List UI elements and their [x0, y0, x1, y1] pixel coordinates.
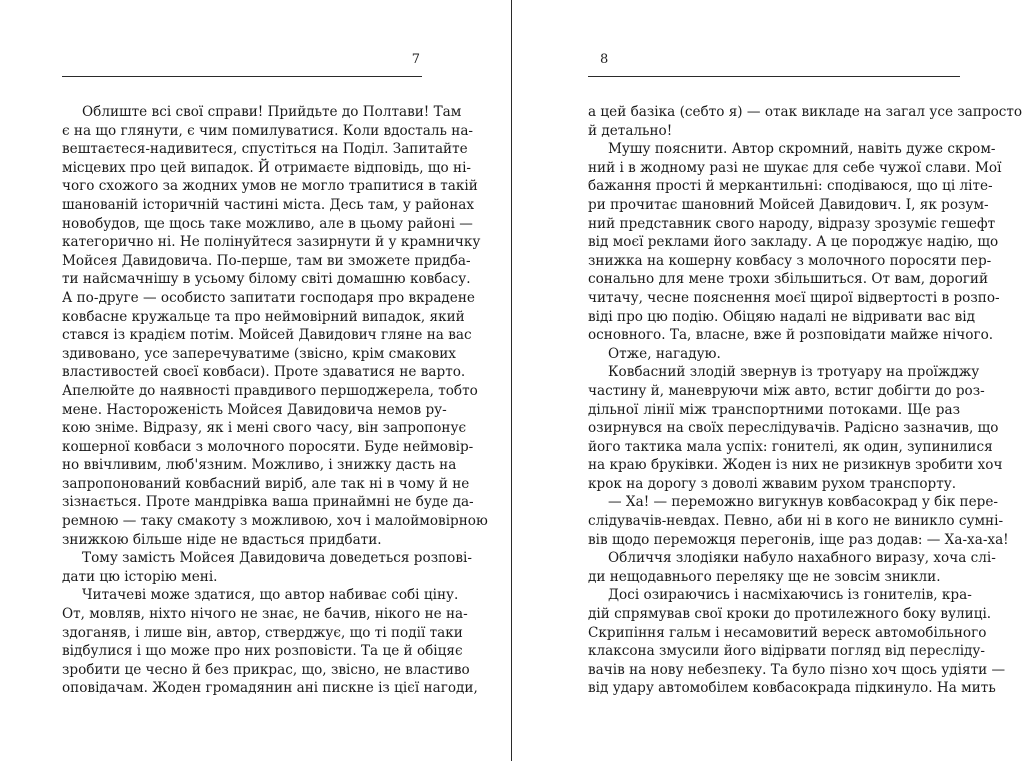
text-line: клаксона змусили його відірвати погляд від пересліду-: [588, 643, 986, 660]
text-line: вештаєтеся-надивитеся, спустіться на Поділ. Запитайте: [62, 141, 468, 158]
right-page: [588, 0, 1023, 761]
text-line: вачів на нову небезпеку. Та було пізно хоч щось удіяти —: [588, 661, 1006, 678]
text-line: кою зніме. Відразу, як і мені свого часу, він запропонує: [62, 420, 467, 437]
text-line: Читачеві може здатися, що автор набиває собі ціну.: [82, 587, 459, 604]
header-rule: [62, 76, 422, 77]
text-line: шанованій історичній частині міста. Десь там, у районах: [62, 196, 475, 213]
text-line: дати цю історію мені.: [62, 568, 218, 585]
text-line: читачу, чесне пояснення моєї щирої відвертості в розпо-: [588, 289, 1000, 306]
text-line: категорично ні. Не полінуйтеся зазирнути й у крамничку: [62, 234, 481, 251]
text-line: стався із крадієм потім. Мойсей Давидович гляне на вас: [62, 327, 472, 344]
text-line: оповідачам. Жоден громадянин ані пискне із цієї нагоди,: [62, 680, 478, 697]
text-line: ти найсмачнішу в усьому білому світі домашню ковбасу.: [62, 271, 471, 288]
body-text: [62, 103, 488, 698]
text-line: відбулися і що може про них розповісти. Та це й обіцяє: [62, 643, 463, 660]
text-line: зробити це чесно й без прикрас, що, звісно, не властиво: [62, 661, 470, 678]
text-line: А по-друге — особисто запитати господаря про вкрадене: [62, 289, 475, 306]
text-line: Обличчя злодіяки набуло нахабного виразу, хоча слі-: [608, 550, 996, 567]
text-line: ний представник свого народу, відразу зрозуміє гешефт: [588, 215, 996, 232]
text-line: знижкою більше ніде не вдасться придбати.: [62, 531, 382, 548]
text-line: Облиште всі свої справи! Прийдьте до Полтави! Там: [82, 104, 462, 120]
text-line: основного. Та, власне, вже й розповідати майже нічого.: [588, 327, 994, 344]
text-line: а цей базіка (себто я) — отак викладе на загал усе запросто: [588, 104, 1023, 120]
text-line: запропонований ковбасний виріб, але так ні в чому й не: [62, 475, 470, 492]
header-rule: [588, 76, 960, 77]
text-line: від моєї реклами його закладу. А це породжує надію, що: [588, 234, 999, 251]
text-line: віді про цю подію. Обіцяю надалі не відривати вас від: [588, 308, 976, 325]
text-line: здоганяв, і лише він, автор, стверджує, що ті події таки: [62, 624, 463, 641]
text-line: озирнувся на своїх переслідувачів. Радісно зазначив, що: [588, 420, 999, 437]
page-number: 8: [600, 52, 609, 67]
text-line: знижка на кошерну ковбасу з молочного поросяти пер-: [588, 252, 992, 269]
text-line: ри прочитає шановний Мойсей Давидович. І, як розум-: [588, 196, 989, 213]
text-line: От, мовляв, ніхто нічого не знає, не бачив, нікого не на-: [62, 606, 468, 623]
text-line: його тактика мала успіх: гонителі, як один, зупинилися: [588, 438, 993, 455]
text-line: новобудов, ще щось таке можливо, але в цьому районі —: [62, 215, 473, 232]
text-line: слідувачів-невдах. Певно, аби ні в кого не виникло сумні-: [588, 513, 1004, 530]
text-line: дій спрямував свої кроки до протилежного боку вулиці.: [588, 606, 992, 623]
text-line: дільної лінії між транспортними потоками. Ще раз: [588, 401, 960, 418]
body-text: [588, 103, 1023, 698]
text-line: місцевих про цей випадок. Й отримаєте відповідь, що ні-: [62, 159, 472, 176]
text-line: Досі озираючись і насміхаючись із гонителів, кра-: [608, 587, 972, 604]
left-page: [62, 0, 488, 761]
text-line: на краю бруківки. Жоден із них не ризикнув зробити хоч: [588, 457, 1003, 474]
text-line: частину й, маневруючи між авто, встиг добігти до роз-: [588, 382, 985, 399]
text-line: є на що глянути, є чим помилуватися. Коли вдосталь на-: [62, 122, 474, 139]
text-line: Скрипіння гальм і несамовитий вереск автомобільного: [588, 624, 987, 641]
text-line: чого схожого за жодних умов не могло трапитися в такій: [62, 178, 478, 195]
text-line: Тому замість Мойсея Давидовича доведеться розпові-: [82, 550, 472, 567]
text-line: Апелюйте до наявності правдивого першоджерела, тобто: [62, 382, 478, 399]
text-line: й детально!: [588, 122, 673, 139]
text-line: бажання прості й меркантильні: сподіваюся, що ці літе-: [588, 178, 993, 195]
text-line: ковбасне кружальце та про неймовірний випадок, який: [62, 308, 465, 325]
text-line: крок на дорогу з доволі жвавим рухом транспорту.: [588, 475, 957, 492]
text-line: ний і в жодному разі не шукає для себе чужої слави. Мої: [588, 159, 1002, 176]
text-line: ремною — таку смакоту з можливою, хоч і малоймовірною: [62, 513, 488, 530]
text-line: ди нещодавнього переляку ще не зовсім зникли.: [588, 568, 941, 585]
text-line: Мушу пояснити. Автор скромний, навіть дуже скром-: [608, 141, 996, 158]
text-line: Ковбасний злодій звернув із тротуару на проїжджу: [608, 364, 980, 381]
text-line: зізнається. Проте мандрівка ваша принаймні не буде да-: [62, 494, 474, 511]
text-line: сонально для мене трохи збільшиться. От вам, дорогий: [588, 271, 989, 288]
text-line: вів щодо переможця перегонів, іще раз додав: — Ха-ха-ха!: [588, 531, 1009, 548]
text-line: властивостей своєї ковбаси). Проте здаватися не варто.: [62, 364, 466, 381]
text-line: мене. Настороженість Мойсея Давидовича немов ру-: [62, 401, 447, 418]
text-line: Отже, нагадую.: [608, 345, 721, 362]
text-line: Мойсея Давидовича. По-перше, там ви зможете придба-: [62, 252, 471, 269]
page-gutter: [511, 0, 512, 761]
text-line: від удару автомобілем ковбасокрада підкинуло. На мить: [588, 680, 996, 697]
text-line: — Ха! — переможно вигукнув ковбасокрад у бік пере-: [608, 494, 998, 511]
text-line: кошерної ковбаси з молочного поросяти. Буде неймовір-: [62, 438, 474, 455]
text-line: но ввічливим, люб'язним. Можливо, і знижку дасть на: [62, 457, 457, 474]
text-line: здивовано, усе заперечуватиме (звісно, крім смакових: [62, 345, 456, 362]
page-number: 7: [411, 52, 420, 67]
